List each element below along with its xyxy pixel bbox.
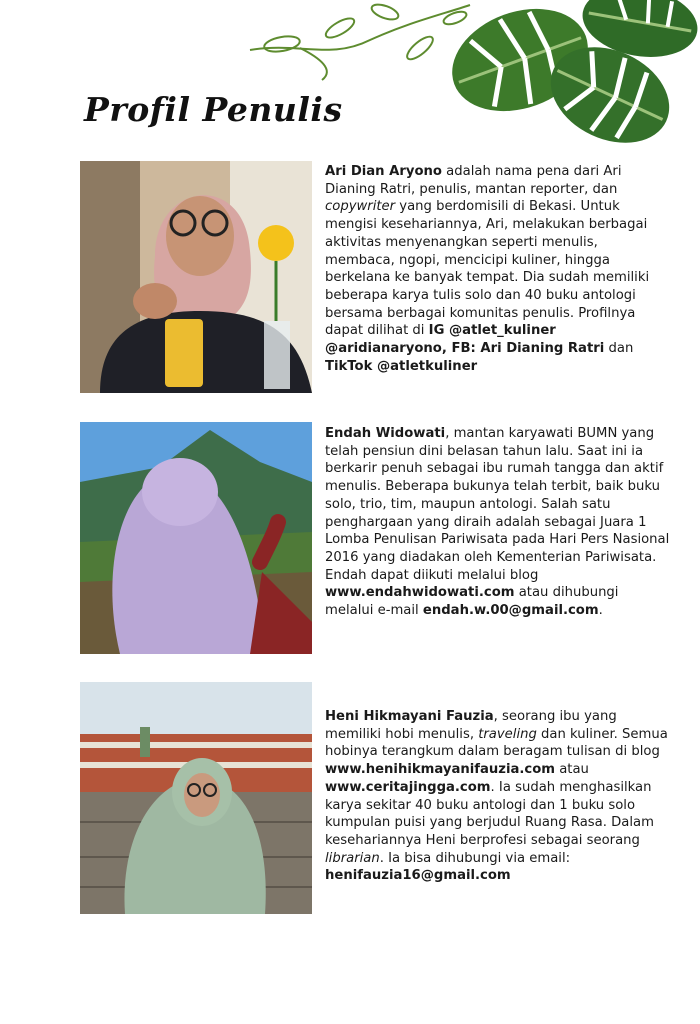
bio-text: atau dihubungi melalui e-mail	[325, 585, 619, 619]
bio-highlight: endah.w.00@gmail.com	[422, 603, 599, 619]
page-title: Profil Penulis	[84, 90, 343, 129]
bio-highlight: IG @atlet_kuliner @aridianaryono, FB: Ari Dianing Ratri	[325, 323, 605, 357]
author-bio-endah	[325, 425, 670, 620]
bio-text: , mantan karyawati BUMN yang telah pensiun dini belasan tahun lalu. Saat ini ia berkarir penuh sebagai ibu rumah tangga dan aktif menulis. Beberapa bukunya telah terbit, baik buku solo, trio, tim, maupun antologi. Salah satu penghargaan yang diraih adalah sebagai Juara 1 Lomba Penulisan Pariwisata pada Hari Pers Nasional 2016 yang diadakan oleh Kementerian Pariwisata. Endah dapat diikuti melalui blog	[325, 426, 670, 583]
bio-highlight: www.ceritajingga.com	[325, 779, 491, 795]
bio-highlight: Endah Widowati	[325, 426, 446, 441]
author-photo-ari	[80, 161, 312, 393]
bio-emphasis: librarian	[325, 850, 380, 866]
author-photo-endah	[80, 422, 312, 654]
author-bio-heni	[325, 708, 670, 885]
bio-highlight: www.endahwidowati.com	[325, 585, 515, 601]
author-photo-heni	[80, 682, 312, 914]
bio-highlight: TikTok @atletkuliner	[325, 358, 478, 374]
bio-text: . Ia bisa dihubungi via email:	[379, 850, 571, 866]
monstera-leaf-decoration	[0, 0, 700, 160]
bio-emphasis: traveling	[478, 726, 537, 742]
author-bio-ari	[325, 163, 670, 375]
bio-highlight: Ari Dian Aryono	[325, 164, 442, 179]
bio-highlight: Heni Hikmayani Fauzia	[325, 709, 494, 724]
bio-emphasis: copywriter	[325, 199, 396, 215]
bio-text: yang berdomisili di Bekasi. Untuk mengisi kesehariannya, Ari, melakukan berbagai aktivitas menyenangkan seperti menulis, membaca, ngopi, mencicipi kuliner, hingga berkelana ke banyak tempat. Dia sudah memiliki beberapa karya tulis solo dan 40 buku antologi bersama berbagai komunitas penulis. Profilnya dapat dilihat di	[325, 199, 650, 339]
bio-highlight: www.henihikmayanifauzia.com	[325, 762, 556, 778]
bio-text: , seorang ibu yang memiliki hobi menulis,	[325, 709, 617, 742]
bio-text: . Ia sudah menghasilkan karya sekitar 40 buku antologi dan 1 buku solo kumpulan puisi yang berjudul Ruang Rasa. Dalam kesehariannya Heni berprofesi sebagai seorang	[325, 779, 654, 848]
bio-text: atau	[555, 762, 589, 778]
bio-text: dan kuliner. Semua hobinya terangkum dalam beragam tulisan di blog	[325, 726, 668, 760]
bio-highlight: henifauzia16@gmail.com	[325, 868, 511, 884]
bio-text: .	[598, 603, 603, 619]
bio-text: dan	[604, 341, 634, 357]
bio-text: adalah nama pena dari Ari Dianing Ratri, penulis, mantan reporter, dan	[325, 164, 622, 197]
